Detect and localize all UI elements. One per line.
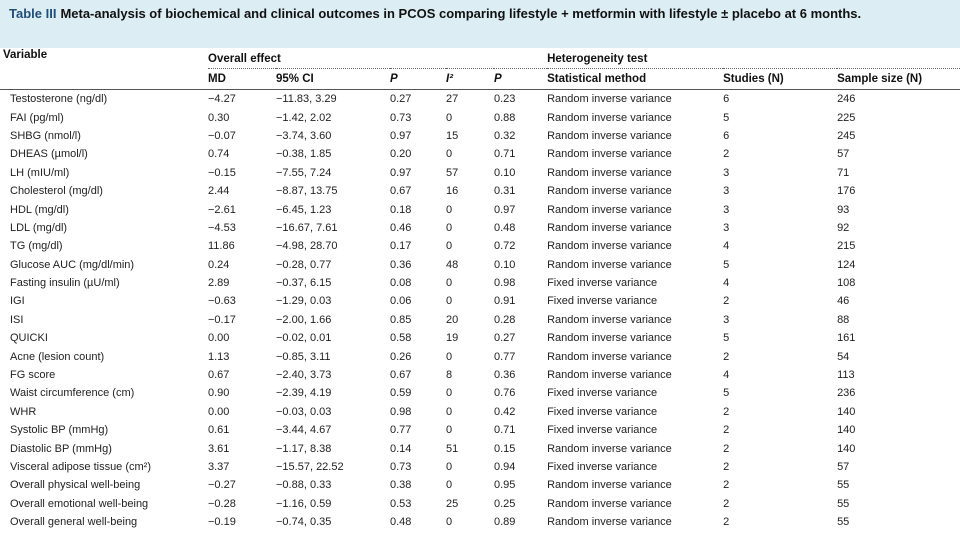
cell-studies: 2 (723, 295, 730, 308)
cell-p-heterogeneity: 0.77 (494, 350, 516, 363)
cell-variable: Visceral adipose tissue (cm²) (10, 461, 152, 473)
table-row (0, 274, 960, 292)
cell-i2: 0 (446, 240, 453, 253)
cell-i2: 0 (446, 350, 453, 363)
cell-variable: Overall physical well-being (10, 479, 141, 492)
table-row (0, 256, 960, 274)
cell-md: 0.61 (208, 424, 230, 437)
cell-ci: −15.57, 22.52 (276, 461, 344, 473)
cell-sample-size: 71 (837, 166, 850, 179)
cell-studies: 4 (723, 277, 730, 290)
table-row (0, 329, 960, 347)
cell-ci: −16.67, 7.61 (276, 221, 338, 234)
cell-studies: 6 (723, 129, 730, 142)
cell-studies: 2 (723, 148, 730, 161)
cell-variable: Overall emotional well-being (10, 497, 149, 510)
cell-statistical-method: Random inverse variance (547, 516, 672, 529)
cell-sample-size: 246 (837, 93, 856, 106)
cell-statistical-method: Random inverse variance (547, 497, 672, 510)
table-row (0, 495, 960, 513)
cell-p: 0.08 (390, 277, 412, 290)
cell-p-heterogeneity: 0.42 (494, 405, 516, 418)
cell-ci: −4.98, 28.70 (276, 240, 338, 253)
cell-i2: 19 (446, 332, 459, 345)
cell-variable: Acne (lesion count) (10, 350, 105, 363)
cell-variable: IGI (10, 295, 25, 308)
cell-p: 0.67 (390, 185, 412, 198)
cell-p: 0.97 (390, 129, 412, 142)
cell-statistical-method: Random inverse variance (547, 185, 672, 198)
table-row (0, 108, 960, 126)
cell-studies: 2 (723, 461, 730, 473)
cell-p-heterogeneity: 0.10 (494, 258, 516, 271)
cell-md: 2.44 (208, 185, 230, 198)
cell-md: −0.27 (208, 479, 236, 492)
cell-i2: 8 (446, 369, 453, 382)
table-caption (0, 0, 960, 48)
cell-i2: 0 (446, 221, 453, 234)
cell-statistical-method: Random inverse variance (547, 369, 672, 382)
cell-p: 0.73 (390, 461, 412, 473)
cell-p-heterogeneity: 0.98 (494, 277, 516, 290)
header-heterogeneity-test: Heterogeneity test (547, 49, 960, 69)
cell-sample-size: 88 (837, 313, 850, 326)
cell-i2: 0 (446, 203, 453, 216)
cell-sample-size: 54 (837, 350, 850, 363)
cell-studies: 3 (723, 185, 730, 198)
cell-p: 0.36 (390, 258, 412, 271)
cell-ci: −0.03, 0.03 (276, 405, 332, 418)
cell-i2: 0 (446, 405, 453, 418)
cell-p: 0.17 (390, 240, 412, 253)
table-row (0, 127, 960, 145)
cell-p-heterogeneity: 0.48 (494, 221, 516, 234)
cell-statistical-method: Random inverse variance (547, 258, 672, 271)
cell-statistical-method: Fixed inverse variance (547, 295, 658, 308)
header-p: P (390, 69, 446, 90)
cell-statistical-method: Random inverse variance (547, 313, 672, 326)
cell-i2: 15 (446, 129, 459, 142)
cell-p: 0.53 (390, 497, 412, 510)
cell-ci: −6.45, 1.23 (276, 203, 332, 216)
cell-p: 0.38 (390, 479, 412, 492)
cell-variable: QUICKI (10, 332, 48, 345)
cell-statistical-method: Fixed inverse variance (547, 387, 658, 400)
cell-p: 0.46 (390, 221, 412, 234)
cell-md: −0.28 (208, 497, 236, 510)
cell-p: 0.85 (390, 313, 412, 326)
cell-variable: LDL (mg/dl) (10, 221, 68, 234)
cell-p: 0.98 (390, 405, 412, 418)
table-header (0, 49, 960, 90)
meta-analysis-table (0, 49, 960, 531)
cell-p-heterogeneity: 0.89 (494, 516, 516, 529)
cell-sample-size: 215 (837, 240, 856, 253)
cell-p: 0.06 (390, 295, 412, 308)
cell-i2: 0 (446, 277, 453, 290)
cell-studies: 2 (723, 479, 730, 492)
cell-p-heterogeneity: 0.94 (494, 461, 516, 473)
cell-md: 0.30 (208, 111, 230, 124)
table-row (0, 384, 960, 402)
cell-sample-size: 140 (837, 405, 856, 418)
table-row (0, 513, 960, 531)
cell-sample-size: 57 (837, 148, 850, 161)
cell-md: −4.53 (208, 221, 236, 234)
cell-md: 2.89 (208, 277, 230, 290)
cell-studies: 3 (723, 166, 730, 179)
cell-variable: FAI (pg/ml) (10, 111, 64, 124)
cell-variable: SHBG (nmol/l) (10, 129, 81, 142)
cell-studies: 3 (723, 203, 730, 216)
table-row (0, 458, 960, 476)
header-i2: I² (446, 69, 494, 90)
cell-studies: 3 (723, 313, 730, 326)
cell-p-heterogeneity: 0.76 (494, 387, 516, 400)
cell-studies: 5 (723, 332, 730, 345)
cell-statistical-method: Random inverse variance (547, 332, 672, 345)
cell-p-heterogeneity: 0.72 (494, 240, 516, 253)
cell-studies: 4 (723, 240, 730, 253)
cell-p-heterogeneity: 0.95 (494, 479, 516, 492)
cell-studies: 2 (723, 405, 730, 418)
cell-p-heterogeneity: 0.31 (494, 185, 516, 198)
cell-ci: −0.28, 0.77 (276, 258, 332, 271)
cell-i2: 0 (446, 387, 453, 400)
cell-md: −0.63 (208, 295, 236, 308)
cell-p: 0.73 (390, 111, 412, 124)
cell-ci: −0.37, 6.15 (276, 277, 332, 290)
cell-sample-size: 108 (837, 277, 856, 290)
cell-ci: −1.29, 0.03 (276, 295, 332, 308)
cell-statistical-method: Random inverse variance (547, 203, 672, 216)
cell-i2: 0 (446, 461, 453, 473)
cell-i2: 0 (446, 148, 453, 161)
cell-p-heterogeneity: 0.36 (494, 369, 516, 382)
cell-i2: 0 (446, 479, 453, 492)
cell-i2: 57 (446, 166, 459, 179)
cell-p-heterogeneity: 0.23 (494, 93, 516, 106)
cell-md: 0.00 (208, 405, 230, 418)
cell-i2: 0 (446, 295, 453, 308)
cell-ci: −3.44, 4.67 (276, 424, 332, 437)
table-row (0, 90, 960, 109)
cell-p: 0.58 (390, 332, 412, 345)
cell-statistical-method: Random inverse variance (547, 111, 672, 124)
cell-i2: 20 (446, 313, 459, 326)
cell-sample-size: 140 (837, 424, 856, 437)
cell-variable: WHR (10, 405, 37, 418)
cell-ci: −7.55, 7.24 (276, 166, 332, 179)
cell-sample-size: 92 (837, 221, 850, 234)
table-row (0, 164, 960, 182)
cell-statistical-method: Random inverse variance (547, 129, 672, 142)
cell-studies: 2 (723, 424, 730, 437)
cell-md: 11.86 (208, 240, 235, 253)
cell-sample-size: 93 (837, 203, 850, 216)
header-ci: 95% CI (276, 69, 390, 90)
cell-p: 0.18 (390, 203, 412, 216)
cell-ci: −1.42, 2.02 (276, 111, 332, 124)
cell-variable: TG (mg/dl) (10, 240, 63, 253)
cell-sample-size: 55 (837, 479, 850, 492)
cell-statistical-method: Random inverse variance (547, 93, 672, 106)
table-row (0, 439, 960, 457)
cell-ci: −3.74, 3.60 (276, 129, 332, 142)
cell-variable: HDL (mg/dl) (10, 203, 69, 216)
cell-variable: Fasting insulin (µU/ml) (10, 277, 120, 290)
cell-p-heterogeneity: 0.91 (494, 295, 516, 308)
cell-studies: 2 (723, 497, 730, 510)
cell-studies: 5 (723, 111, 730, 124)
cell-md: 0.90 (208, 387, 230, 400)
header-row-groups (0, 49, 960, 69)
header-md: MD (208, 69, 276, 90)
cell-p: 0.97 (390, 166, 412, 179)
cell-ci: −1.16, 0.59 (276, 497, 332, 510)
table-row (0, 219, 960, 237)
table-row (0, 292, 960, 310)
cell-statistical-method: Random inverse variance (547, 240, 672, 253)
cell-statistical-method: Random inverse variance (547, 148, 672, 161)
header-studies: Studies (N) (723, 69, 837, 90)
cell-i2: 0 (446, 516, 453, 529)
cell-i2: 25 (446, 497, 459, 510)
cell-variable: Waist circumference (cm) (10, 387, 135, 400)
table-row (0, 403, 960, 421)
cell-p-heterogeneity: 0.32 (494, 129, 516, 142)
header-statistical-method: Statistical method (547, 69, 723, 90)
cell-md: −0.07 (208, 129, 236, 142)
cell-md: −0.17 (208, 313, 236, 326)
cell-md: 0.67 (208, 369, 230, 382)
table-caption-label: Table III (9, 6, 57, 21)
cell-md: 0.00 (208, 332, 230, 345)
cell-md: 3.37 (208, 461, 230, 473)
cell-studies: 4 (723, 369, 730, 382)
cell-md: 0.24 (208, 258, 230, 271)
cell-variable: DHEAS (µmol/l) (10, 148, 88, 161)
cell-md: 3.61 (208, 442, 230, 455)
table-row (0, 200, 960, 218)
cell-statistical-method: Random inverse variance (547, 442, 672, 455)
cell-variable: Glucose AUC (mg/dl/min) (10, 258, 135, 271)
table-body (0, 90, 960, 532)
cell-md: −0.19 (208, 516, 236, 529)
cell-sample-size: 176 (837, 185, 856, 198)
cell-ci: −1.17, 8.38 (276, 442, 332, 455)
cell-studies: 6 (723, 93, 730, 106)
cell-p-heterogeneity: 0.71 (494, 424, 516, 437)
cell-p-heterogeneity: 0.25 (494, 497, 516, 510)
cell-statistical-method: Fixed inverse variance (547, 405, 658, 418)
cell-p: 0.77 (390, 424, 412, 437)
cell-p-heterogeneity: 0.27 (494, 332, 516, 345)
cell-sample-size: 245 (837, 129, 856, 142)
cell-studies: 5 (723, 258, 730, 271)
cell-ci: −0.38, 1.85 (276, 148, 332, 161)
cell-statistical-method: Fixed inverse variance (547, 277, 658, 290)
cell-md: −2.61 (208, 203, 236, 216)
cell-md: −0.15 (208, 166, 236, 179)
cell-i2: 0 (446, 424, 453, 437)
cell-variable: Cholesterol (mg/dl) (10, 185, 103, 198)
cell-p: 0.67 (390, 369, 412, 382)
cell-sample-size: 140 (837, 442, 856, 455)
cell-sample-size: 55 (837, 497, 850, 510)
cell-variable: ISI (10, 313, 24, 326)
cell-variable: Diastolic BP (mmHg) (10, 442, 112, 455)
table-row (0, 347, 960, 365)
cell-statistical-method: Random inverse variance (547, 350, 672, 363)
cell-ci: −11.83, 3.29 (276, 93, 337, 106)
table-caption-text: Meta-analysis of biochemical and clinical outcomes in PCOS comparing lifestyle + metformin with lifestyle ± placebo at 6 months. (60, 6, 862, 21)
cell-md: 0.74 (208, 148, 230, 161)
table-row (0, 182, 960, 200)
cell-p-heterogeneity: 0.71 (494, 148, 516, 161)
header-overall-effect: Overall effect (208, 49, 547, 69)
cell-statistical-method: Random inverse variance (547, 221, 672, 234)
cell-studies: 2 (723, 442, 730, 455)
cell-p: 0.26 (390, 350, 412, 363)
cell-sample-size: 113 (837, 369, 855, 382)
cell-i2: 51 (446, 442, 459, 455)
cell-studies: 5 (723, 387, 730, 400)
cell-sample-size: 236 (837, 387, 856, 400)
table-row (0, 421, 960, 439)
cell-studies: 2 (723, 516, 730, 529)
table-row (0, 311, 960, 329)
cell-i2: 16 (446, 185, 459, 198)
table-row (0, 366, 960, 384)
cell-ci: −2.00, 1.66 (276, 313, 332, 326)
table-row (0, 145, 960, 163)
cell-i2: 0 (446, 111, 453, 124)
cell-p: 0.14 (390, 442, 412, 455)
cell-variable: LH (mIU/ml) (10, 166, 70, 179)
cell-p: 0.20 (390, 148, 412, 161)
cell-p-heterogeneity: 0.10 (494, 166, 516, 179)
cell-i2: 48 (446, 258, 459, 271)
cell-ci: −0.02, 0.01 (276, 332, 332, 345)
cell-studies: 3 (723, 221, 730, 234)
cell-sample-size: 124 (837, 258, 856, 271)
cell-variable: FG score (10, 369, 56, 382)
cell-variable: Overall general well-being (10, 516, 138, 529)
cell-p-heterogeneity: 0.15 (494, 442, 516, 455)
cell-ci: −8.87, 13.75 (276, 185, 338, 198)
cell-ci: −2.39, 4.19 (276, 387, 332, 400)
cell-sample-size: 161 (837, 332, 856, 345)
cell-md: 1.13 (208, 350, 230, 363)
table-row (0, 476, 960, 494)
cell-ci: −0.74, 0.35 (276, 516, 332, 529)
cell-p: 0.27 (390, 93, 412, 106)
cell-variable: Systolic BP (mmHg) (10, 424, 109, 437)
cell-ci: −2.40, 3.73 (276, 369, 332, 382)
cell-p: 0.48 (390, 516, 412, 529)
cell-statistical-method: Random inverse variance (547, 479, 672, 492)
cell-statistical-method: Fixed inverse variance (547, 461, 658, 473)
cell-sample-size: 57 (837, 461, 850, 473)
cell-p-heterogeneity: 0.28 (494, 313, 516, 326)
header-p-heterogeneity: P (494, 69, 547, 90)
cell-i2: 27 (446, 93, 459, 106)
header-variable: Variable (0, 49, 208, 90)
cell-variable: Testosterone (ng/dl) (10, 93, 108, 106)
cell-ci: −0.88, 0.33 (276, 479, 332, 492)
cell-p: 0.59 (390, 387, 412, 400)
cell-sample-size: 55 (837, 516, 850, 529)
cell-studies: 2 (723, 350, 730, 363)
cell-statistical-method: Fixed inverse variance (547, 424, 658, 437)
cell-md: −4.27 (208, 93, 236, 106)
cell-statistical-method: Random inverse variance (547, 166, 672, 179)
table-row (0, 237, 960, 255)
header-sample-size: Sample size (N) (837, 69, 960, 90)
cell-p-heterogeneity: 0.88 (494, 111, 516, 124)
cell-sample-size: 225 (837, 111, 856, 124)
cell-ci: −0.85, 3.11 (276, 350, 331, 363)
cell-p-heterogeneity: 0.97 (494, 203, 516, 216)
cell-sample-size: 46 (837, 295, 850, 308)
